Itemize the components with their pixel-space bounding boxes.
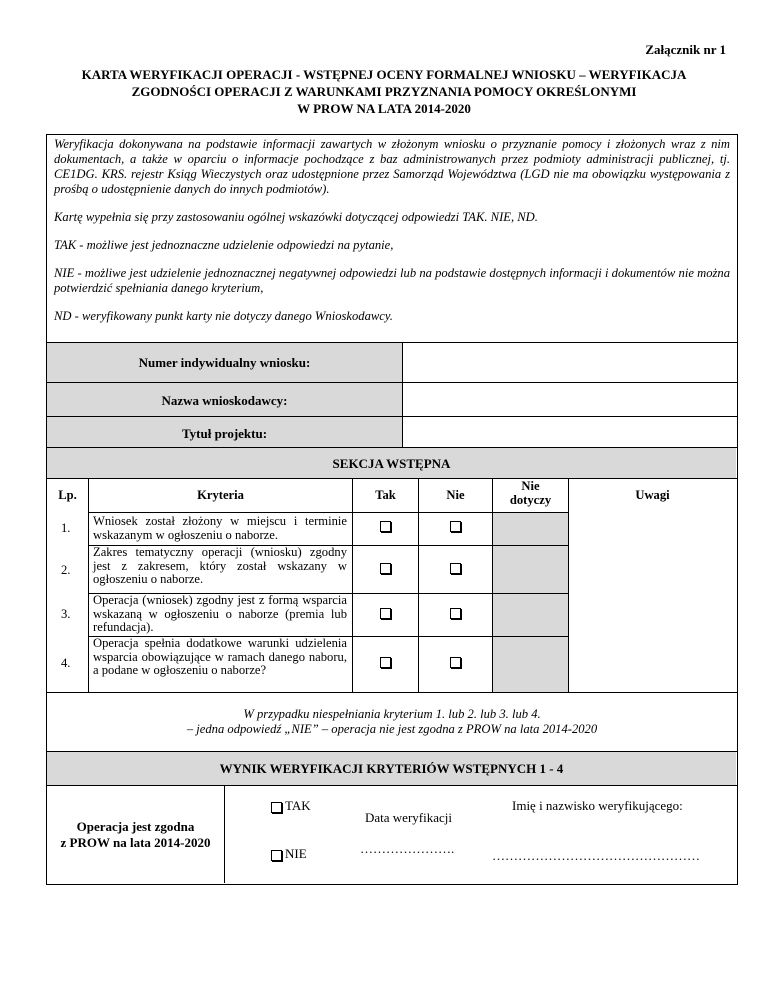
row-2-yes-checkbox[interactable] <box>380 563 391 574</box>
row-1-number: 1. <box>61 521 71 535</box>
section-title: SEKCJA WSTĘPNA <box>332 456 451 471</box>
applicant-name-label: Nazwa wnioskodawcy: <box>161 393 288 408</box>
divider <box>46 382 737 383</box>
divider <box>46 785 737 786</box>
intro-text <box>54 137 730 337</box>
header-no: Nie <box>446 488 465 502</box>
row-2-number: 2. <box>61 563 71 577</box>
header-remarks: Uwagi <box>635 488 670 502</box>
row-2-criterion: Zakres tematyczny operacji (wniosku) zgodny jest z zakresem, który został wskazany w ogłoszeniu o naborze. <box>93 545 347 586</box>
result-yes-checkbox[interactable] <box>271 802 282 813</box>
annex-label: Załącznik nr 1 <box>645 42 726 57</box>
verifier-field[interactable]: ………………………………………… <box>492 848 700 863</box>
title-line-3: W PROW NA LATA 2014-2020 <box>297 101 471 116</box>
divider <box>88 478 89 692</box>
row-4-number: 4. <box>61 656 71 670</box>
divider <box>402 342 403 448</box>
form-title <box>40 66 728 117</box>
divider <box>46 692 737 693</box>
divider <box>88 512 568 513</box>
intro-paragraph-4: NIE - możliwe jest udzielenie jednoznacznej negatywnej odpowiedzi lub na podstawie dostępnych informacji i dokumentów nie można potwierdzić spełniania danego kryterium, <box>54 266 730 295</box>
intro-paragraph-2: Kartę wypełnia się przy zastosowaniu ogólnej wskazówki dotyczącej odpowiedzi TAK. NIE, ND. <box>54 210 538 224</box>
date-field[interactable]: …………………. <box>360 841 455 856</box>
divider <box>46 478 737 479</box>
title-line-1: KARTA WERYFIKACJI OPERACJI - WSTĘPNEJ OCENY FORMALNEJ WNIOSKU – WERYFIKACJA <box>81 67 687 82</box>
row-3-yes-checkbox[interactable] <box>380 608 391 619</box>
row-4-criterion: Operacja spełnia dodatkowe warunki udzielenia wsparcia obowiązujące w ramach danego naboru, a podane w ogłoszeniu o naborze? <box>93 636 347 677</box>
intro-paragraph-3: TAK - możliwe jest jednoznaczne udzielenie odpowiedzi na pytanie, <box>54 238 394 252</box>
header-lp: Lp. <box>58 488 77 502</box>
result-yes-label: TAK <box>285 798 311 813</box>
result-no-label: NIE <box>285 846 307 861</box>
row-4-no-checkbox[interactable] <box>450 657 461 668</box>
verifier-label: Imię i nazwisko weryfikującego: <box>512 798 683 813</box>
row-1-yes-checkbox[interactable] <box>380 521 391 532</box>
note-line-1: W przypadku niespełniania kryterium 1. lub 2. lub 3. lub 4. <box>243 707 541 721</box>
row-4-yes-checkbox[interactable] <box>380 657 391 668</box>
result-label-line-1: Operacja jest zgodna <box>76 819 195 834</box>
project-title-field[interactable] <box>404 418 735 446</box>
row-1-no-checkbox[interactable] <box>450 521 461 532</box>
project-title-label: Tytuł projektu: <box>181 426 268 441</box>
header-criteria: Kryteria <box>197 488 244 502</box>
divider <box>568 478 569 692</box>
header-yes: Tak <box>375 488 396 502</box>
divider <box>46 416 737 417</box>
note-line-2: – jedna odpowiedź „NIE” – operacja nie jest zgodna z PROW na lata 2014-2020 <box>186 722 598 736</box>
row-3-no-checkbox[interactable] <box>450 608 461 619</box>
result-no-checkbox[interactable] <box>271 850 282 861</box>
intro-paragraph-1: Weryfikacja dokonywana na podstawie informacji zawartych w złożonym wniosku o przyznanie pomocy i złożonych wraz z nim dokumentach, a także w oparciu o informacje pochodzące z baz administrowanych przez podmioty administracji publicznej, tj. CE1DG. KRS. rejestr Ksiąg Wieczystych oraz udostępnione przez Samorząd Województwa (LGD nie ma obowiązku występowania z prośbą o udostępnienie danych do innych podmiotów). <box>54 137 730 196</box>
row-3-number: 3. <box>61 607 71 621</box>
title-line-2: ZGODNOŚCI OPERACJI Z WARUNKAMI PRZYZNANIA POMOCY OKREŚLONYMI <box>131 84 637 99</box>
row-1-criterion: Wniosek został złożony w miejscu i terminie wskazanym w ogłoszeniu o naborze. <box>93 514 347 542</box>
header-not-applicable: Nie dotyczy <box>509 479 552 507</box>
row-2-no-checkbox[interactable] <box>450 563 461 574</box>
application-number-field[interactable] <box>404 344 735 381</box>
row-3-criterion: Operacja (wniosek) zgodny jest z formą wsparcia wskazaną w ogłoszeniu o naborze (premia lub refundacja). <box>93 593 347 634</box>
intro-paragraph-5: ND - weryfikowany punkt karty nie dotyczy danego Wnioskodawcy. <box>54 309 393 323</box>
result-label-line-2: z PROW na lata 2014-2020 <box>60 835 211 850</box>
divider <box>224 785 225 883</box>
na-column-shading <box>493 512 568 692</box>
application-number-label: Numer indywidualny wniosku: <box>138 355 311 370</box>
date-label: Data weryfikacji <box>365 810 452 825</box>
result-label <box>47 819 224 851</box>
divider <box>352 478 353 692</box>
result-header: WYNIK WERYFIKACJI KRYTERIÓW WSTĘPNYCH 1 - 4 <box>219 761 564 776</box>
divider <box>418 478 419 692</box>
applicant-name-field[interactable] <box>404 384 735 415</box>
